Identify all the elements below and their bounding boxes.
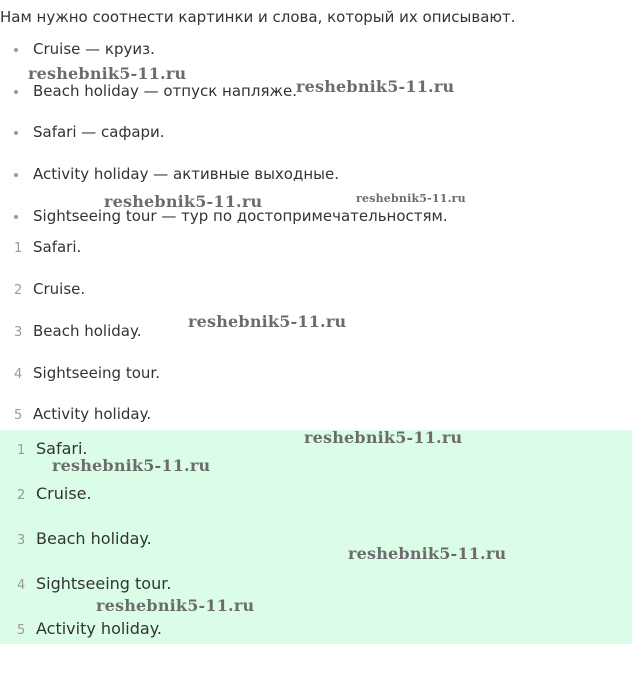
match-item xyxy=(14,322,141,340)
bullet-icon xyxy=(14,48,18,52)
answer-item xyxy=(17,529,152,548)
match-item xyxy=(14,405,151,423)
watermark: reshebnik5-11.ru xyxy=(296,77,455,96)
answer-text: Safari. xyxy=(36,439,88,458)
match-text: Sightseeing tour. xyxy=(33,364,160,382)
bullet-icon xyxy=(14,215,18,219)
answer-text: Sightseeing tour. xyxy=(36,574,172,593)
vocab-item xyxy=(14,123,165,141)
vocab-text: Sightseeing tour — тур по достопримечательностям. xyxy=(33,207,448,225)
answer-text: Activity holiday. xyxy=(36,619,162,638)
watermark: reshebnik5-11.ru xyxy=(104,192,263,211)
vocab-item xyxy=(14,82,297,100)
match-text: Beach holiday. xyxy=(33,322,142,340)
match-number: 4 xyxy=(14,367,23,382)
watermark: reshebnik5-11.ru xyxy=(188,312,347,331)
bullet-icon xyxy=(14,90,18,94)
match-item xyxy=(14,364,160,382)
intro-text: Нам нужно соотнести картинки и слова, который их описывают. xyxy=(0,8,516,26)
match-item xyxy=(14,280,85,298)
match-number: 2 xyxy=(14,283,23,298)
watermark: reshebnik5-11.ru xyxy=(52,456,211,475)
answer-number: 3 xyxy=(17,533,26,548)
vocab-text: Cruise — круиз. xyxy=(33,40,155,58)
match-text: Cruise. xyxy=(33,280,86,298)
match-number: 5 xyxy=(14,408,23,423)
answer-item xyxy=(17,574,171,593)
answer-number: 4 xyxy=(17,578,26,593)
match-text: Activity holiday. xyxy=(33,405,152,423)
vocab-text: Beach holiday — отпуск напляже. xyxy=(33,82,297,100)
answer-text: Beach holiday. xyxy=(36,529,152,548)
watermark: reshebnik5-11.ru xyxy=(304,428,463,447)
answer-number: 2 xyxy=(17,488,26,503)
answer-number: 5 xyxy=(17,623,26,638)
answer-number: 1 xyxy=(17,443,26,458)
match-number: 3 xyxy=(14,325,23,340)
watermark: reshebnik5-11.ru xyxy=(96,596,255,615)
answer-text: Cruise. xyxy=(36,484,92,503)
answer-item xyxy=(17,484,92,503)
match-item xyxy=(14,238,81,256)
watermark: reshebnik5-11.ru xyxy=(28,64,187,83)
watermark: reshebnik5-11.ru xyxy=(356,192,466,205)
vocab-text: Safari — сафари. xyxy=(33,123,165,141)
vocab-item xyxy=(14,40,155,58)
bullet-icon xyxy=(14,173,18,177)
vocab-text: Activity holiday — активные выходные. xyxy=(33,165,339,183)
answer-item xyxy=(17,619,162,638)
bullet-icon xyxy=(14,131,18,135)
vocab-item xyxy=(14,165,339,183)
match-number: 1 xyxy=(14,241,23,256)
match-text: Safari. xyxy=(33,238,82,256)
watermark: reshebnik5-11.ru xyxy=(348,544,507,563)
